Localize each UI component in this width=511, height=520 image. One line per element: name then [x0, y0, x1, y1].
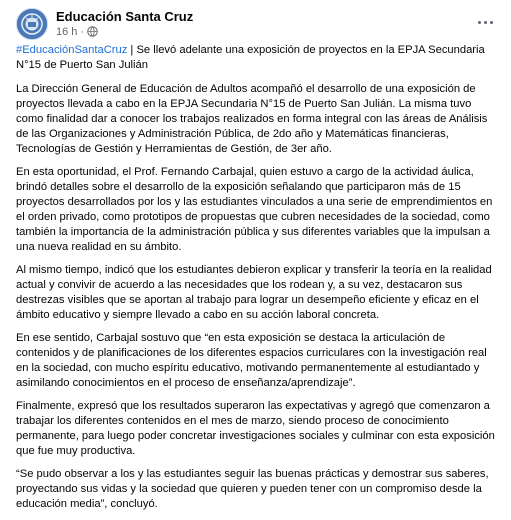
post-paragraph: La Dirección General de Educación de Adultos acompañó el desarrollo de una exposición de proyectos llevada a cabo en la EPJA Secundaria N°15 de Puerto San Julián. La misma tuvo como finalidad dar a conocer los trabajos realizados en forma integral con las áreas de Análisis de las Organizaciones y Administración Pública, de 2do año y Matemáticas financieras, Tecnologías de Gestión y Herramientas de Gestión, de 3er año. [16, 83, 488, 155]
post-header [16, 8, 499, 40]
page-avatar[interactable] [16, 8, 48, 40]
page-name[interactable]: Educación Santa Cruz [56, 9, 194, 24]
meta-separator: · [80, 26, 85, 38]
post-paragraph: En esta oportunidad, el Prof. Fernando Carbajal, quien estuvo a cargo de la actividad áulica, brindó detalles sobre el desarrollo de la exposición señalando que participaron más de 15 proyectos desarrollados por los y las estudiantes vinculados a una serie de emprendimientos en el orden privado, como prototipos de propuestas que cubren necesidades de la sociedad, como también la importancia de la administración pública y sus diferentes variables que la impulsan a una nueva realidad en su ámbito. [16, 166, 493, 253]
post-paragraph: Finalmente, expresó que los resultados superaron las expectativas y agregó que comenzaron a trabajar los diferentes contenidos en el mes de marzo, siendo proceso de conocimiento permanente, para luego poder concretar investigaciones sociales y culminar con esta exposición que fue muy productiva. [16, 400, 495, 457]
post-title-text: | Se llevó adelante una exposición de proyectos en la EPJA Secundaria N°15 de Puerto San Julián [16, 44, 485, 71]
post-title [16, 43, 499, 73]
post-paragraph: En ese sentido, Carbajal sostuvo que “en esta exposición se destaca la articulación de contenidos y de planificaciones de los diferentes espacios curriculares con la investigación real en la sociedad, con mucho espíritu educativo, motivando permanentemente al estudiantado y asimilando conocimientos en el proceso de enseñanza/aprendizaje”. [16, 332, 487, 389]
hashtag-link[interactable]: #EducaciónSantaCruz [16, 44, 128, 56]
post-meta [56, 26, 98, 40]
post-paragraph: Al mismo tiempo, indicó que los estudiantes debieron explicar y transferir la teoría en la realidad actual y convivir de acuerdo a las necesidades que los rodean y, a su vez, destacaron sus destrezas visibles que se aportan al trabajo para lograr un desempeño eficiente y eficaz en el ámbito educativo y siempre llevado a cabo en su acción laboral concreta. [16, 264, 492, 321]
seal-icon [17, 9, 47, 39]
more-options-icon[interactable] [473, 12, 497, 32]
globe-icon[interactable] [87, 26, 98, 40]
post-time[interactable]: 16 h [56, 26, 78, 38]
post-body [16, 43, 499, 520]
post-paragraph: “Se pudo observar a los y las estudiantes seguir las buenas prácticas y demostrar sus saberes, proyectando sus vidas y la sociedad que quieren y pueden tener con un compromiso desde la educación media”, concluyó. [16, 468, 489, 510]
